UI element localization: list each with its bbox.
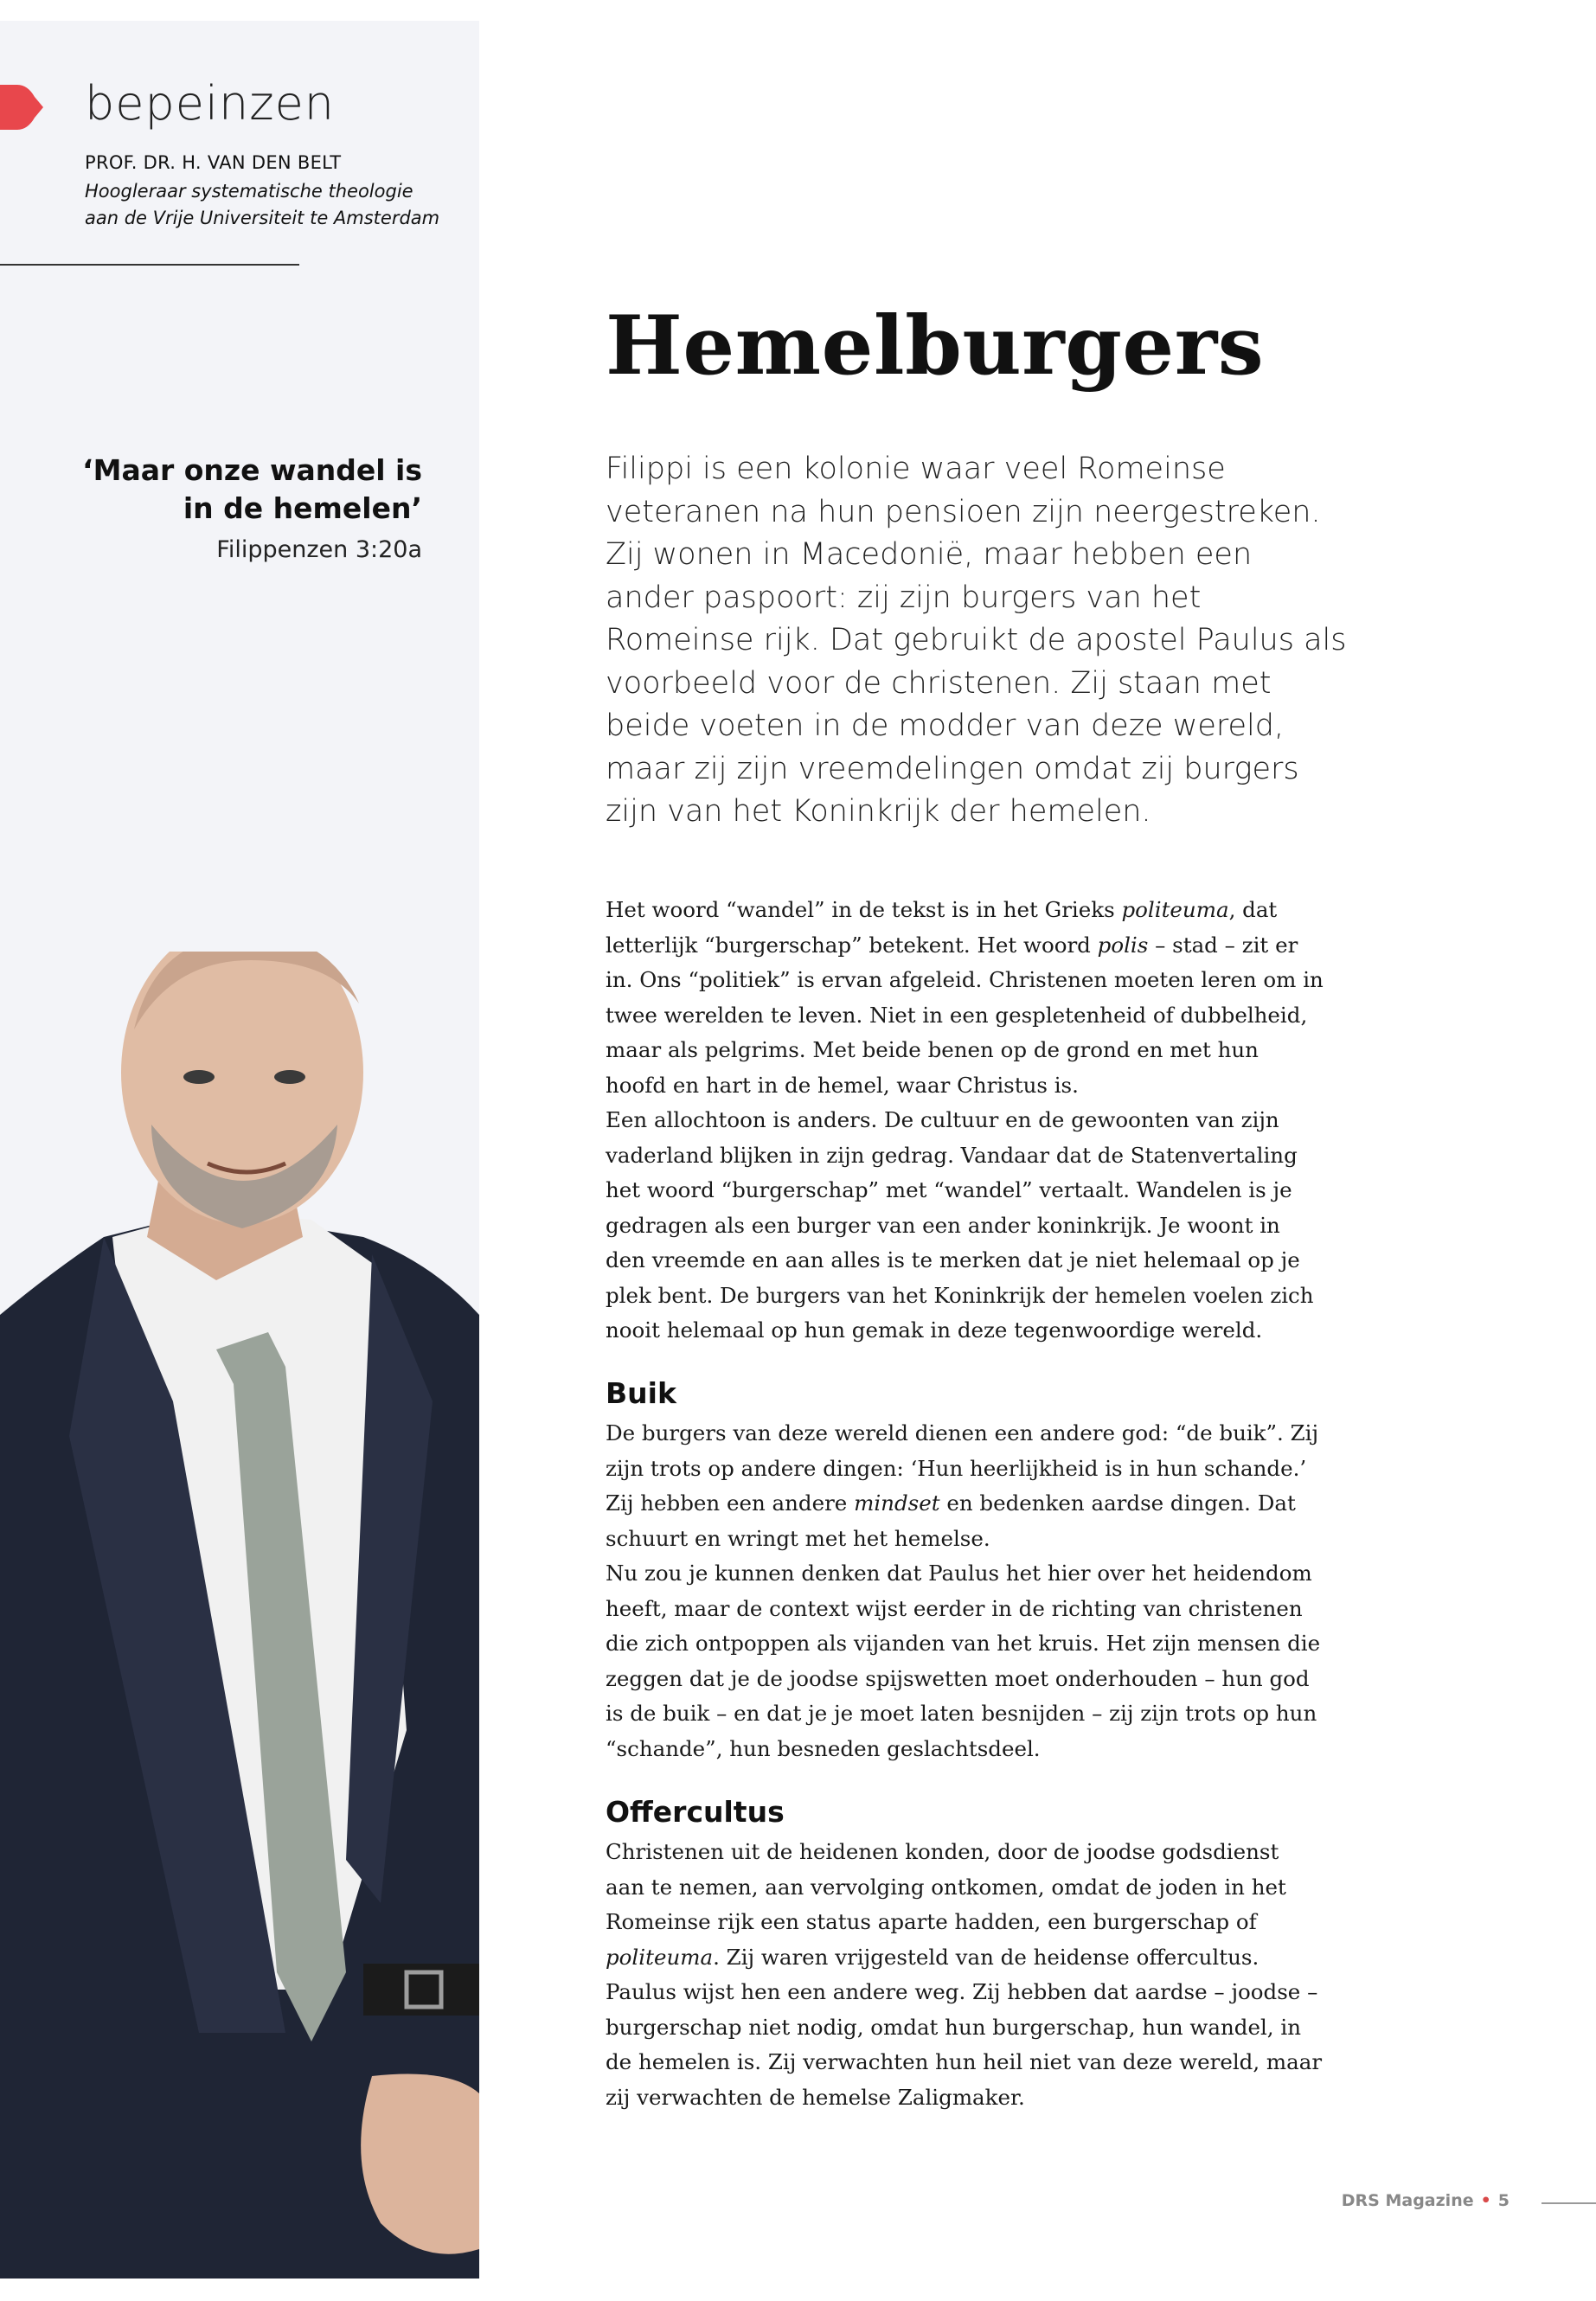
intro-paragraph-1: Het woord “wandel” in de tekst is in het Grieks politeuma, dat letterlijk “burgerschap” betekent. Het woord polis – stad – zit er in. Ons “politiek” is ervan afgeleid. Christenen moeten leren om in twee werelden te leven. Niet in een gespletenheid of dubbelheid, maar als pelgrims. Met beide benen op de grond en met hun hoofd en hart in de hemel, waar Christus is. — [606, 897, 1324, 1098]
author-role-line-2: aan de Vrije Universiteit te Amsterdam — [85, 208, 440, 228]
subheading-offercultus: Offercultus — [606, 1795, 785, 1829]
intro-paragraph-2: Een allochtoon is anders. De cultuur en de gewoonten van zijn vaderland blijken in zijn gedrag. Vandaar dat de Statenvertaling het woord “burgerschap” met “wandel” vertaalt. Wandelen is je gedragen als een burger van een ander koninkrijk. Je woont in den vreemde en aan alles is te merken dat je niet helemaal op je plek bent. De burgers van het Koninkrijk der hemelen voelen zich nooit helemaal op hun gemak in deze tegenwoordige wereld. — [606, 1107, 1314, 1343]
pull-quote-line-1: ‘Maar onze wandel is — [82, 453, 422, 487]
buik-text — [606, 1416, 1324, 1766]
offercultus-paragraph-1: Christenen uit de heidenen konden, door de joodse godsdienst aan te nemen, aan vervolging ontkomen, omdat de joden in het Romeinse rijk een status aparte hadden, een burgerschap of politeuma. Zij waren vrijgesteld van de heidense offercultus. — [606, 1839, 1286, 1970]
footer-separator: • — [1480, 2191, 1491, 2210]
pull-quote-line-2: in de hemelen’ — [183, 491, 422, 525]
section-label: bepeinzen — [85, 76, 336, 131]
author-portrait-photo — [0, 952, 479, 2279]
offercultus-text — [606, 1835, 1324, 2115]
subheading-buik: Buik — [606, 1376, 676, 1410]
buik-paragraph-1: De burgers van deze wereld dienen een andere god: “de buik”. Zij zijn trots op andere dingen: ‘Hun heerlijkheid is in hun schande.’ Zij hebben een andere mindset en bedenken aardse dingen. Dat schuurt en wringt met het hemelse. — [606, 1420, 1319, 1551]
page-footer — [1342, 2191, 1509, 2210]
offercultus-paragraph-2: Paulus wijst hen een andere weg. Zij hebben dat aardse – joodse – burgerschap niet nodig, omdat hun burgerschap, hun wandel, in de hemelen is. Zij verwachten hun heil niet van deze wereld, maar zij verwachten de hemelse Zaligmaker. — [606, 1979, 1323, 2110]
article-title: Hemelburgers — [606, 298, 1265, 394]
red-arrow-marker-icon — [0, 85, 43, 130]
article-lead: Filippi is een kolonie waar veel Romeinse veteranen na hun pensioen zijn neergestreken. Zij wonen in Macedonië, maar hebben een ander paspoort: zij zijn burgers van het Romeinse rijk. Dat gebruikt de apostel Paulus als voorbeeld voor de christenen. Zij staan met beide voeten in de modder van deze wereld, maar zij zijn vreemdelingen omdat zij burgers zijn van het Koninkrijk der hemelen. — [606, 452, 1347, 829]
author-role-line-1: Hoogleraar systematische theologie — [85, 181, 413, 202]
pull-quote-reference: Filippenzen 3:20a — [216, 536, 422, 563]
intro-text — [606, 893, 1324, 1349]
sidebar-divider — [0, 264, 299, 266]
footer-rule — [1542, 2202, 1596, 2204]
footer-page-number: 5 — [1497, 2191, 1509, 2210]
footer-magazine-name: DRS Magazine — [1341, 2191, 1474, 2210]
author-role — [85, 178, 474, 232]
pull-quote — [50, 452, 422, 528]
buik-paragraph-2: Nu zou je kunnen denken dat Paulus het hier over het heidendom heeft, maar de context wijst eerder in de richting van christenen die zich ontpoppen als vijanden van het kruis. Het zijn mensen die zeggen dat je de joodse spijswetten moet onderhouden – hun god is de buik – en dat je je moet laten besnijden – zij zijn trots op hun “schande”, hun besneden geslachtsdeel. — [606, 1561, 1321, 1761]
author-name: PROF. DR. H. VAN DEN BELT — [85, 152, 342, 173]
